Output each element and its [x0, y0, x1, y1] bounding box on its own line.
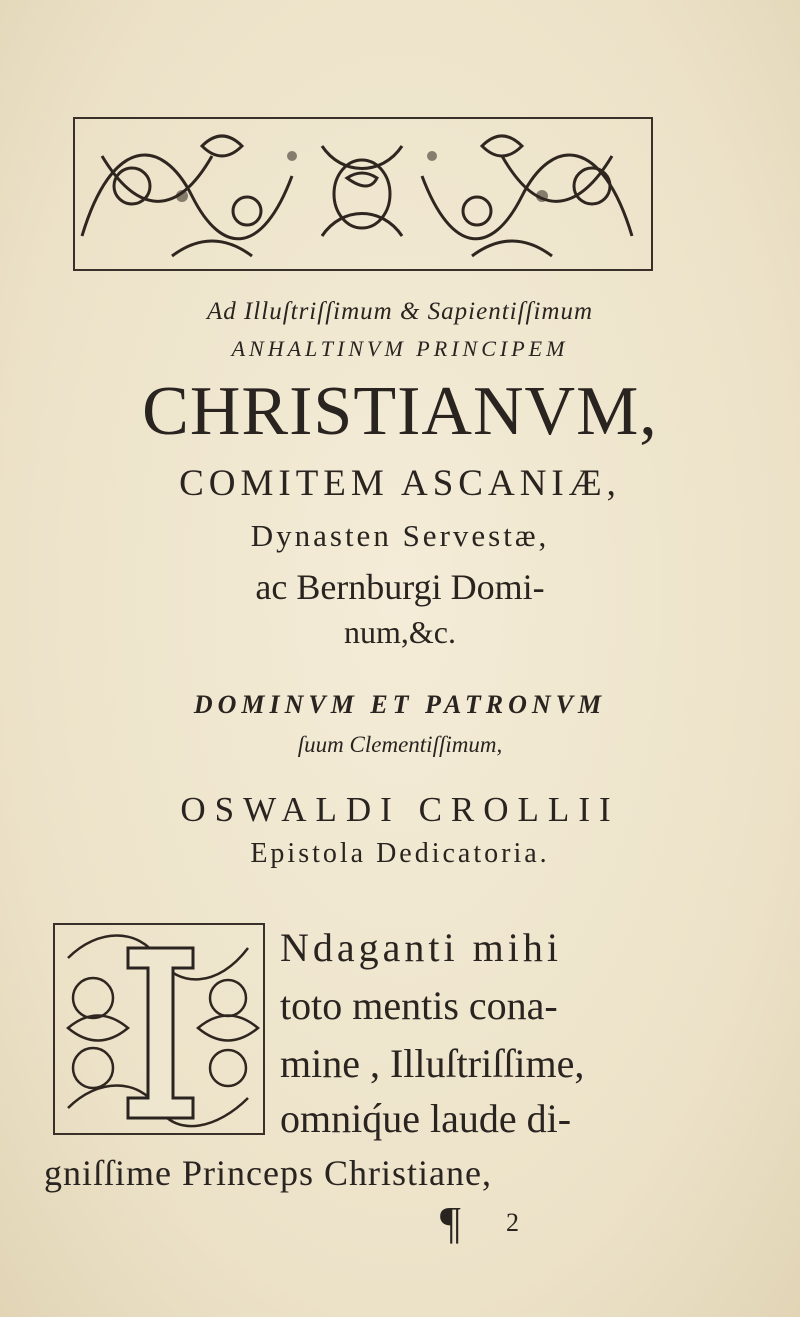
work-title: Epistola Dedicatoria. — [250, 838, 550, 869]
prince-name: CHRISTIANVM, — [142, 373, 658, 450]
body-line-2: toto mentis cona- — [280, 983, 558, 1028]
signature-mark: ¶ — [440, 1197, 461, 1248]
title-line-2: Dynasten Servestæ, — [250, 518, 550, 553]
decorated-initial-letter — [48, 918, 270, 1148]
patron-line-2: ſuum Clementiſſimum, — [297, 732, 503, 757]
dedication-header-line-2: ANHALTINVM PRINCIPEM — [231, 336, 569, 361]
patron-line-1: DOMINVM ET PATRONVM — [193, 690, 607, 719]
page-mark: 2 — [506, 1208, 519, 1237]
author-name: OSWALDI CROLLII — [180, 790, 620, 829]
body-line-3: mine , Illuſtriſſime, — [280, 1041, 585, 1086]
body-line-1: Ndaganti mihi — [280, 925, 562, 970]
title-line-4: num,&c. — [344, 614, 456, 650]
title-line-1: COMITEM ASCANIÆ, — [179, 463, 621, 504]
body-line-5: gniſſime Princeps Christiane, — [44, 1153, 492, 1193]
title-line-3: ac Bernburgi Domi- — [255, 567, 545, 607]
dedication-header-line-1: Ad Illuſtriſſimum & Sapientiſſimum — [206, 298, 594, 325]
body-line-4: omniq́ue laude di- — [280, 1096, 572, 1141]
woodcut-headpiece-ornament — [72, 116, 654, 272]
